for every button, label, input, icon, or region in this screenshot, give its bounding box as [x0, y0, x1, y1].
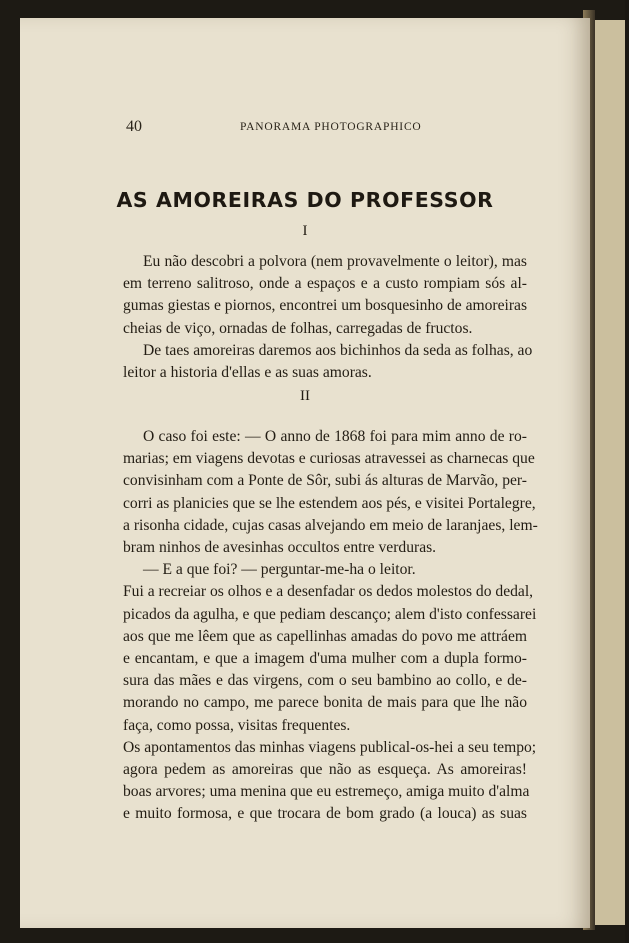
text-line: e encantam, e que a imagem d'uma mulher com a dupla formo-	[123, 650, 527, 668]
text-line: em terreno salitroso, onde a espaços e a custo rompiam sós al-	[123, 275, 527, 293]
text-line: gumas giestas e piornos, encontrei um bosquesinho de amoreiras	[123, 297, 528, 315]
text-line: cheias de viço, ornadas de folhas, carregadas de fructos.	[123, 319, 473, 337]
running-head	[20, 118, 590, 138]
text-line: a risonha cidade, cujas casas alvejando em meio de laranjaes, lem-	[123, 516, 538, 534]
section-2-text	[123, 426, 538, 826]
text-line: Os apontamentos das minhas viagens publical-os-hei a seu tempo;	[123, 738, 537, 756]
text-line: boas arvores; uma menina que eu estremeço, amiga muito d'alma	[123, 783, 530, 801]
text-line: bram ninhos de avesinhas occultos entre verduras.	[123, 539, 437, 557]
text-line: De taes amoreiras daremos aos bichinhos da seda as folhas, ao	[143, 341, 533, 359]
running-title: PANORAMA PHOTOGRAPHICO	[240, 121, 422, 133]
text-line: convisinham com a Ponte de Sôr, subi ás alturas de Marvão, per-	[123, 472, 527, 490]
text-line: marias; em viagens devotas e curiosas atravessei as charnecas que	[123, 450, 535, 468]
text-line: Fui a recreiar os olhos e a desenfadar os dedos molestos do dedal,	[123, 583, 534, 601]
text-line: aos que me lêem que as capellinhas amadas do povo me attráem	[123, 627, 527, 645]
section-numeral-2: II	[300, 388, 310, 404]
section-1-text	[123, 251, 533, 384]
text-line: morando no campo, me parece bonita de mais para que lhe não	[123, 694, 527, 712]
text-line: corri as planicies que se lhe estendem aos pés, e visitei Portalegre,	[123, 494, 536, 512]
facing-page-edge	[595, 20, 629, 925]
scan-border	[625, 0, 629, 943]
section-numeral-1: I	[302, 223, 308, 239]
text-line: agora pedem as amoreiras que não as esqueça. As amoreiras!	[123, 761, 527, 779]
text-line: leitor a historia d'ellas e as suas amoras.	[123, 364, 372, 382]
text-line: O caso foi este: — O anno de 1868 foi para mim anno de ro-	[143, 428, 527, 445]
text-line: e muito formosa, e que trocara de bom grado (a louca) as suas	[123, 805, 527, 823]
text-line: picados da agulha, e que pediam descanço; alem d'isto confessarei	[123, 605, 537, 623]
text-line: — E a que foi? — perguntar-me-ha o leitor.	[143, 561, 416, 579]
chapter-title: AS AMOREIRAS DO PROFESSOR	[116, 188, 494, 212]
book-page	[20, 18, 590, 928]
text-line: faça, como possa, visitas frequentes.	[123, 716, 351, 734]
text-line: Eu não descobri a polvora (nem provavelmente o leitor), mas	[143, 253, 527, 270]
page-number: 40	[126, 118, 142, 135]
text-line: sura das mães e das virgens, com o seu bambino ao collo, e de-	[123, 672, 527, 690]
